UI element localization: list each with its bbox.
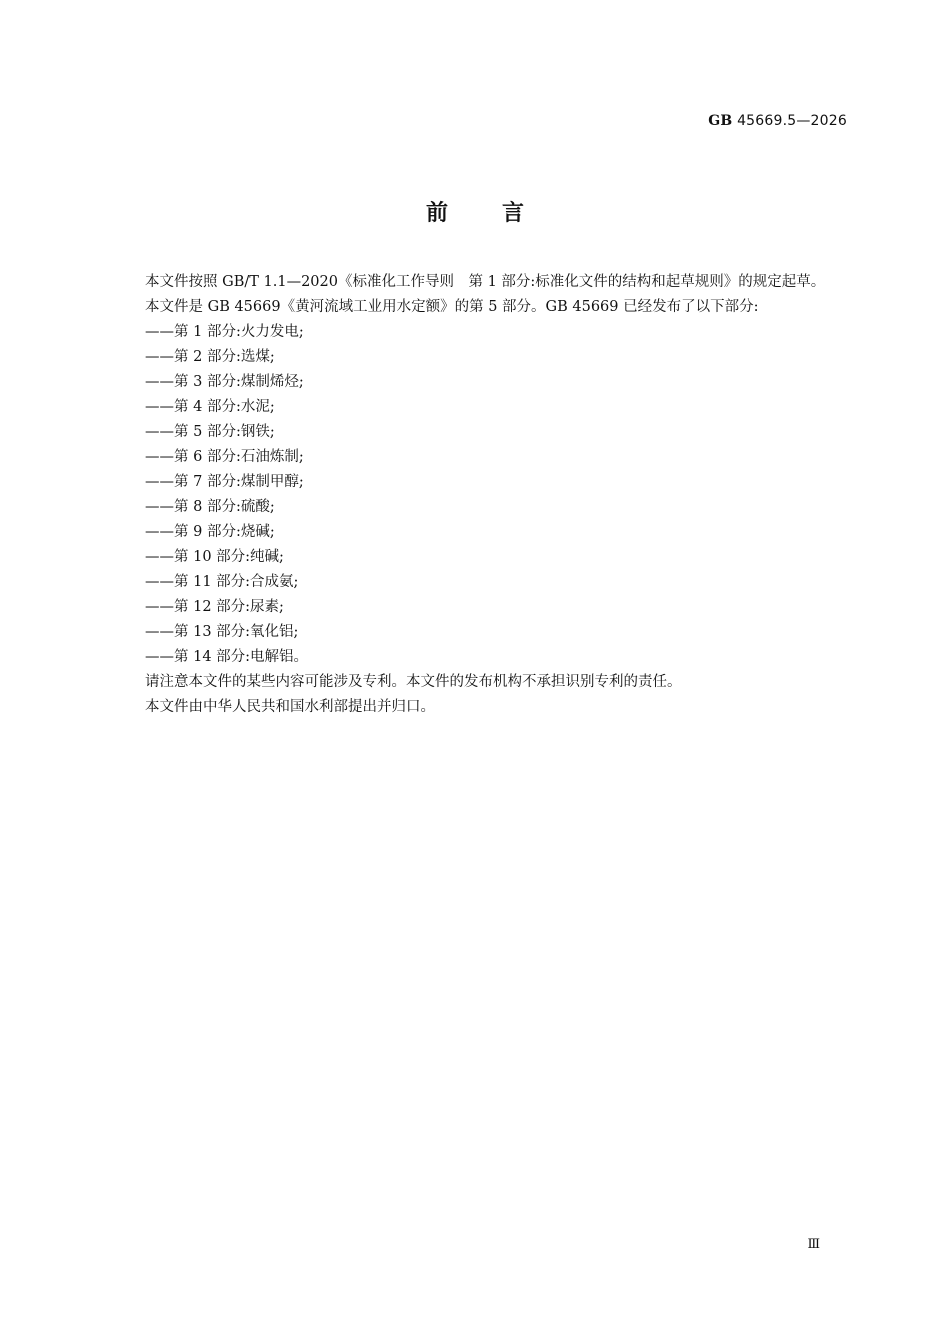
- list-item: ——第 1 部分:火力发电;: [145, 324, 304, 340]
- list-item: ——第 13 部分:氧化铝;: [145, 624, 299, 640]
- foreword-body: [113, 270, 849, 720]
- list-item: ——第 5 部分:钢铁;: [145, 424, 275, 440]
- list-item: ——第 12 部分:尿素;: [145, 599, 284, 615]
- list-item: ——第 7 部分:煤制甲醇;: [145, 474, 304, 490]
- list-item: ——第 4 部分:水泥;: [145, 399, 275, 415]
- standard-code: [708, 113, 847, 129]
- paragraph-proposer: 本文件由中华人民共和国水利部提出并归口。: [145, 699, 435, 715]
- list-item: ——第 14 部分:电解铝。: [145, 649, 309, 665]
- standard-prefix: GB: [708, 113, 733, 129]
- title-char-1: 前: [425, 201, 448, 226]
- list-item: ——第 11 部分:合成氨;: [145, 574, 299, 590]
- page-title: [0, 196, 950, 227]
- page-number: Ⅲ: [807, 1237, 820, 1252]
- list-item: ——第 3 部分:煤制烯烃;: [145, 374, 304, 390]
- title-char-2: 言: [502, 201, 525, 226]
- parts-list: [113, 320, 849, 670]
- list-item: ——第 8 部分:硫酸;: [145, 499, 275, 515]
- list-item: ——第 9 部分:烧碱;: [145, 524, 275, 540]
- standard-number: 45669.5—2026: [737, 113, 847, 129]
- list-item: ——第 2 部分:选煤;: [145, 349, 275, 365]
- paragraph-drafting-rules: 本文件按照 GB/T 1.1—2020《标准化工作导则 第 1 部分:标准化文件的结构和起草规则》的规定起草。: [145, 274, 826, 290]
- paragraph-series-intro: 本文件是 GB 45669《黄河流域工业用水定额》的第 5 部分。GB 45669 已经发布了以下部分:: [145, 299, 759, 315]
- paragraph-patent-notice: 请注意本文件的某些内容可能涉及专利。本文件的发布机构不承担识别专利的责任。: [145, 674, 682, 690]
- list-item: ——第 10 部分:纯碱;: [145, 549, 284, 565]
- list-item: ——第 6 部分:石油炼制;: [145, 449, 304, 465]
